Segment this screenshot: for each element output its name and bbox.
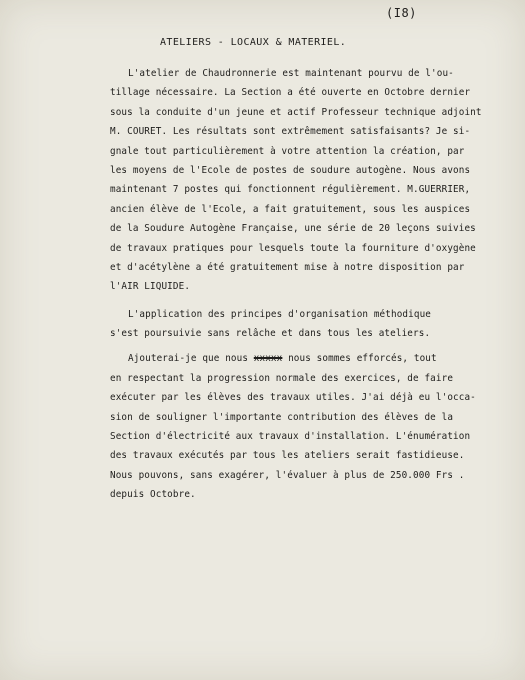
text-line: exécuter par les élèves des travaux utiles. J'ai déjà eu l'occa-: [110, 392, 476, 404]
paragraph-gap: [110, 297, 482, 305]
text-line: Ajouterai-je que nous xxxxx nous sommes efforcés, tout: [128, 353, 437, 365]
text-line: Nous pouvons, sans exagérer, l'évaluer à plus de 250.000 Frs .: [110, 469, 465, 481]
text-line: tillage nécessaire. La Section a été ouverte en Octobre dernier: [110, 87, 471, 99]
text-line: L'application des principes d'organisation méthodique: [128, 308, 432, 320]
text-line: M. COURET. Les résultats sont extrêmement satisfaisants? Je si-: [110, 126, 471, 138]
text-line: les moyens de l'Ecole de postes de soudure autogène. Nous avons: [110, 164, 471, 176]
text-line: de la Soudure Autogène Française, une série de 20 leçons suivies: [110, 223, 476, 235]
text-line: Section d'électricité aux travaux d'installation. L'énumération: [110, 431, 471, 443]
text-line: des travaux exécutés par tous les ateliers serait fastidieuse.: [110, 450, 465, 462]
text-line: et d'acétylène a été gratuitement mise à notre disposition par: [110, 261, 465, 273]
text-line: en respectant la progression normale des exercices, de faire: [110, 372, 454, 384]
text-line: ancien élève de l'Ecole, a fait gratuitement, sous les auspices: [110, 203, 471, 215]
text-line: sion de souligner l'importante contribution des élèves de la: [110, 411, 454, 423]
text-line: gnale tout particulièrement à votre attention la création, par: [110, 145, 465, 157]
text-line: s'est poursuivie sans relâche et dans tous les ateliers.: [110, 328, 431, 340]
text-line: depuis Octobre.: [110, 489, 196, 501]
page-number: (I8): [386, 6, 417, 20]
text-line: L'atelier de Chaudronnerie est maintenant pourvu de l'ou-: [128, 68, 454, 79]
text-line: sous la conduite d'un jeune et actif Professeur technique adjoint: [110, 106, 482, 118]
text-line: maintenant 7 postes qui fonctionnent régulièrement. M.GUERRIER,: [110, 184, 471, 196]
document-body: [110, 64, 482, 505]
struck-text: xxxxx: [253, 353, 283, 365]
text-line: l'AIR LIQUIDE.: [110, 281, 191, 293]
text-line: de travaux pratiques pour lesquels toute la fourniture d'oxygène: [110, 242, 476, 254]
section-title: ATELIERS - LOCAUX & MATERIEL.: [160, 37, 347, 48]
